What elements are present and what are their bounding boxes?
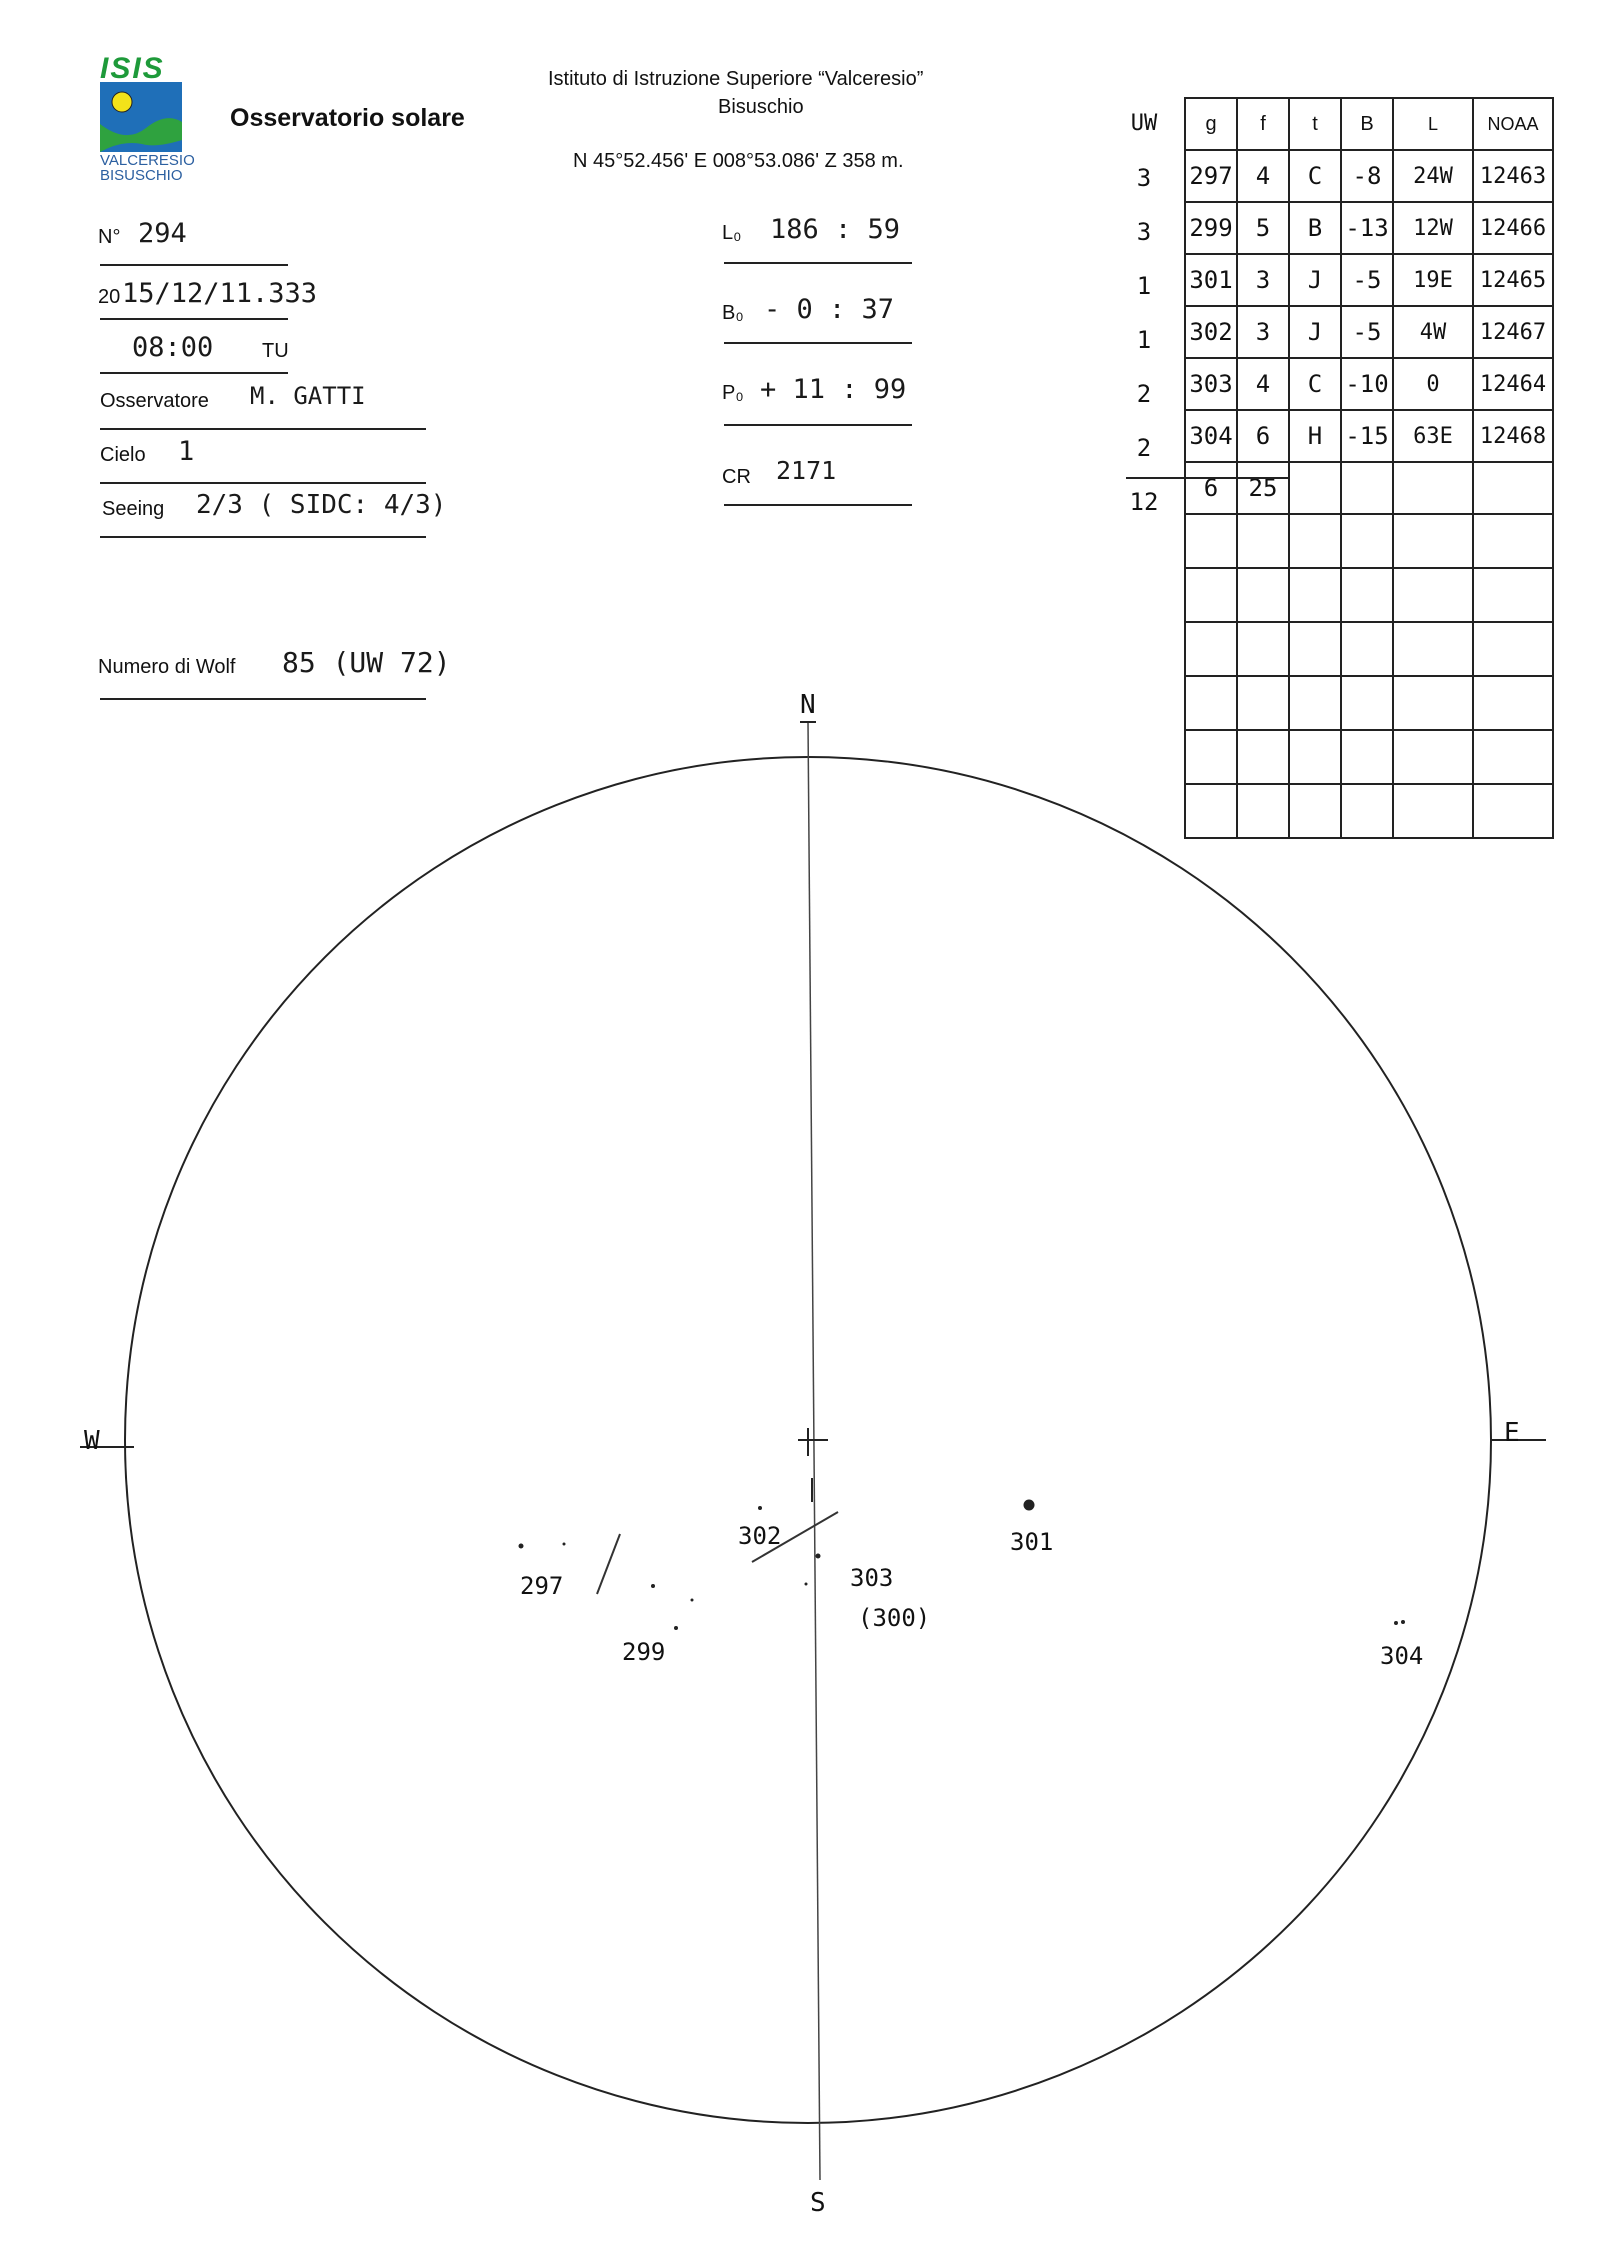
logo-subtitle-2: BISUSCHIO (100, 167, 183, 184)
uw-value: 1 (1136, 326, 1152, 354)
table-cell: -5 (1341, 306, 1393, 358)
sunspot (651, 1584, 655, 1588)
table-cell: -5 (1341, 254, 1393, 306)
uw-value: 1 (1136, 272, 1152, 300)
west-label: W (84, 1426, 100, 1456)
sunspot (816, 1554, 821, 1559)
group-297-axis (597, 1534, 620, 1594)
b0-value: - 0 : 37 (764, 294, 895, 325)
table-cell: J (1289, 254, 1341, 306)
group-label-297: 297 (520, 1572, 564, 1600)
group-label-303: 303 (850, 1564, 894, 1592)
group-label-299: 299 (622, 1638, 666, 1666)
sunspot (674, 1626, 678, 1630)
north-label: N (800, 690, 816, 720)
table-cell: 12468 (1473, 410, 1553, 462)
l0-label: L₀ (722, 222, 742, 244)
table-header-cell: B (1341, 98, 1393, 150)
table-header-cell: f (1237, 98, 1289, 150)
table-cell: 297 (1185, 150, 1237, 202)
table-cell: 4 (1237, 150, 1289, 202)
sunspot (563, 1543, 566, 1546)
time-unit: TU (262, 340, 289, 362)
number-value: 294 (138, 218, 187, 249)
east-label: E (1504, 1418, 1520, 1448)
observer-label: Osservatore (100, 390, 209, 412)
uw-value: 3 (1136, 164, 1152, 192)
observer-value: M. GATTI (250, 382, 366, 410)
table-cell: -15 (1341, 410, 1393, 462)
table-cell: 12W (1393, 202, 1473, 254)
sunspot (519, 1544, 524, 1549)
sky-label: Cielo (100, 444, 146, 466)
table-cell: J (1289, 306, 1341, 358)
sunspot (805, 1583, 808, 1586)
group-label-304: 304 (1380, 1642, 1424, 1670)
group-label-302: 302 (738, 1522, 782, 1550)
table-cell: 5 (1237, 202, 1289, 254)
wolf-label: Numero di Wolf (98, 656, 236, 678)
table-cell: 4W (1393, 306, 1473, 358)
table-header-cell: L (1393, 98, 1473, 150)
sunspot (691, 1599, 694, 1602)
table-cell: 12464 (1473, 358, 1553, 410)
table-header-cell: NOAA (1473, 98, 1553, 150)
date-value: 15/12/11.333 (122, 278, 318, 309)
site-coordinates: N 45°52.456' E 008°53.086' Z 358 m. (573, 150, 904, 172)
institute-name: Istituto di Istruzione Superiore “Valceresio” (548, 68, 924, 90)
table-cell: 0 (1393, 358, 1473, 410)
observatory-title: Osservatorio solare (230, 104, 465, 132)
table-cell: 6 (1237, 410, 1289, 462)
institute-town: Bisuschio (718, 96, 804, 118)
p0-value: + 11 : 99 (760, 374, 907, 405)
group-label-300: (300) (858, 1604, 931, 1632)
sunspot-304 (1394, 1621, 1398, 1625)
b0-label: B₀ (722, 302, 744, 324)
uw-header: UW (1130, 111, 1158, 136)
table-cell: H (1289, 410, 1341, 462)
uw-total: 12 (1129, 488, 1159, 516)
table-cell: B (1289, 202, 1341, 254)
uw-value: 2 (1136, 380, 1152, 408)
time-value: 08:00 (132, 332, 214, 363)
table-cell: 12463 (1473, 150, 1553, 202)
table-cell: 24W (1393, 150, 1473, 202)
table-cell: 12465 (1473, 254, 1553, 306)
sunspot-301 (1024, 1500, 1035, 1511)
table-cell: 302 (1185, 306, 1237, 358)
p0-label: P₀ (722, 382, 744, 404)
uw-value: 2 (1136, 434, 1152, 462)
number-label: N° (98, 226, 121, 248)
table-cell: 4 (1237, 358, 1289, 410)
table-header-cell: g (1185, 98, 1237, 150)
central-meridian (808, 722, 820, 2180)
logo-subtitle-1: VALCERESIO (100, 152, 195, 169)
date-prefix: 20 (98, 286, 121, 308)
table-cell: -8 (1341, 150, 1393, 202)
table-cell: 304 (1185, 410, 1237, 462)
logo-text: ISIS (100, 52, 165, 85)
sky-value: 1 (178, 436, 195, 467)
table-cell: C (1289, 358, 1341, 410)
table-cell: 12466 (1473, 202, 1553, 254)
table-cell: -13 (1341, 202, 1393, 254)
seeing-label: Seeing (102, 498, 165, 520)
group-label-301: 301 (1010, 1528, 1054, 1556)
cr-label: CR (722, 466, 751, 488)
cr-value: 2171 (776, 456, 837, 485)
south-label: S (810, 2188, 826, 2218)
table-cell: 301 (1185, 254, 1237, 306)
table-cell: -10 (1341, 358, 1393, 410)
seeing-value: 2/3 ( SIDC: 4/3) (196, 490, 447, 520)
l0-value: 186 : 59 (770, 214, 901, 245)
table-cell: 3 (1237, 254, 1289, 306)
total-cell: 25 (1237, 462, 1289, 514)
uw-value: 3 (1136, 218, 1152, 246)
table-cell: 299 (1185, 202, 1237, 254)
table-cell: 3 (1237, 306, 1289, 358)
sunspot-304 (1401, 1620, 1405, 1624)
total-cell: 6 (1185, 462, 1237, 514)
wolf-value: 85 (UW 72) (282, 646, 451, 679)
table-cell: 12467 (1473, 306, 1553, 358)
table-cell: 303 (1185, 358, 1237, 410)
table-cell: 63E (1393, 410, 1473, 462)
table-cell: C (1289, 150, 1341, 202)
sunspot (758, 1506, 762, 1510)
table-header-cell: t (1289, 98, 1341, 150)
table-cell: 19E (1393, 254, 1473, 306)
